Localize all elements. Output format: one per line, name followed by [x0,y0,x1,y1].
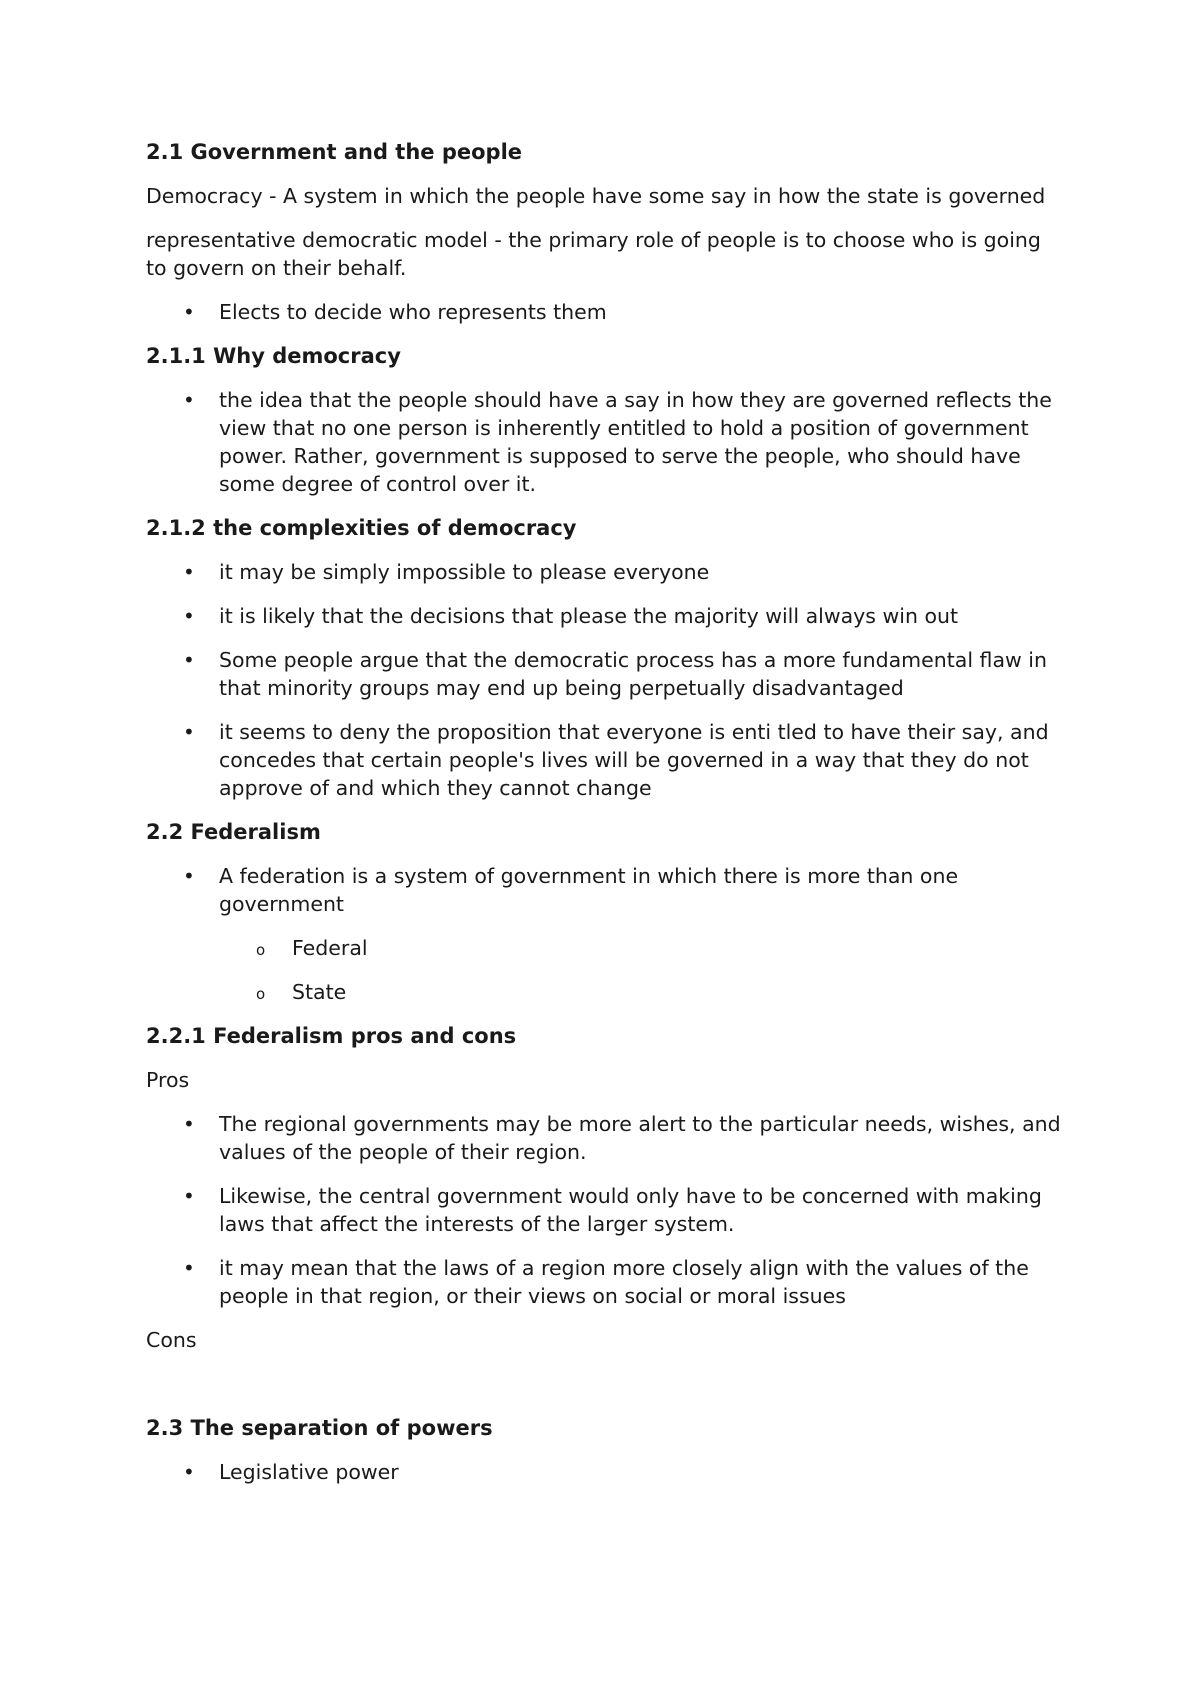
cons-label: Cons [146,1328,197,1352]
bullet-icon: • [183,388,195,412]
list-item: • A federation is a system of government in which there is more than one government o Federal o State [146,862,1066,1006]
pros-label: Pros [146,1068,190,1092]
list-item: • Elects to decide who represents them [183,300,607,324]
sub-list [219,934,1066,1006]
bullet-icon: • [183,1256,195,1280]
spacer [146,1370,1066,1414]
list-item: • it may mean that the laws of a region more closely align with the values of the people in that region, or their views on social or moral issues [183,1256,1029,1308]
circle-bullet-icon: o [256,985,266,1003]
list-item: • it seems to deny the proposition that everyone is enti tled to have their say, and concedes that certain people's lives will be governed in a way that they do not approve of and which they cannot change [183,720,1049,800]
bullet-icon: • [183,1184,195,1208]
list-2-2 [146,862,1066,1006]
list-item: • the idea that the people should have a say in how they are governed reflects the view that no one person is inherently entitled to hold a position of government power. Rather, government is supposed to serve the people, who should have some degree of control over it. [183,388,1052,496]
document-page [146,138,1066,1502]
bullet-icon: • [183,560,195,584]
heading-2-3: 2.3 The separation of powers [146,1416,493,1440]
list-item: • it may be simply impossible to please everyone [183,560,710,584]
bullet-icon: • [183,604,195,628]
list-2-1-2 [146,558,1066,802]
list-item: • The regional governments may be more alert to the particular needs, wishes, and values of the people of their region. [183,1112,1061,1164]
heading-2-2: 2.2 Federalism [146,820,321,844]
list-item: • it is likely that the decisions that please the majority will always win out [183,604,959,628]
pros-list [146,1110,1066,1310]
bullet-icon: • [183,864,195,888]
bullet-icon: • [183,720,195,744]
heading-2-1-1: 2.1.1 Why democracy [146,344,401,368]
sub-list-item: o Federal [219,934,1066,962]
bullet-icon: • [183,300,195,324]
list-2-1 [146,298,1066,326]
democracy-definition: Democracy - A system in which the people have some say in how the state is governed [146,184,1046,208]
heading-2-1-2: 2.1.2 the complexities of democracy [146,516,577,540]
representative-model-definition: representative democratic model - the primary role of people is to choose who is going to govern on their behalf. [146,228,1041,280]
bullet-icon: • [183,1460,195,1484]
heading-2-2-1: 2.2.1 Federalism pros and cons [146,1024,517,1048]
heading-2-1: 2.1 Government and the people [146,140,523,164]
sub-list-item: o State [219,978,1066,1006]
list-item: • Legislative power [183,1460,399,1484]
list-2-3 [146,1458,1066,1486]
bullet-icon: • [183,648,195,672]
list-2-1-1 [146,386,1066,498]
bullet-icon: • [183,1112,195,1136]
list-item: • Some people argue that the democratic process has a more fundamental flaw in that minority groups may end up being perpetually disadvantaged [183,648,1047,700]
circle-bullet-icon: o [256,941,266,959]
list-item: • Likewise, the central government would only have to be concerned with making laws that affect the interests of the larger system. [183,1184,1042,1236]
